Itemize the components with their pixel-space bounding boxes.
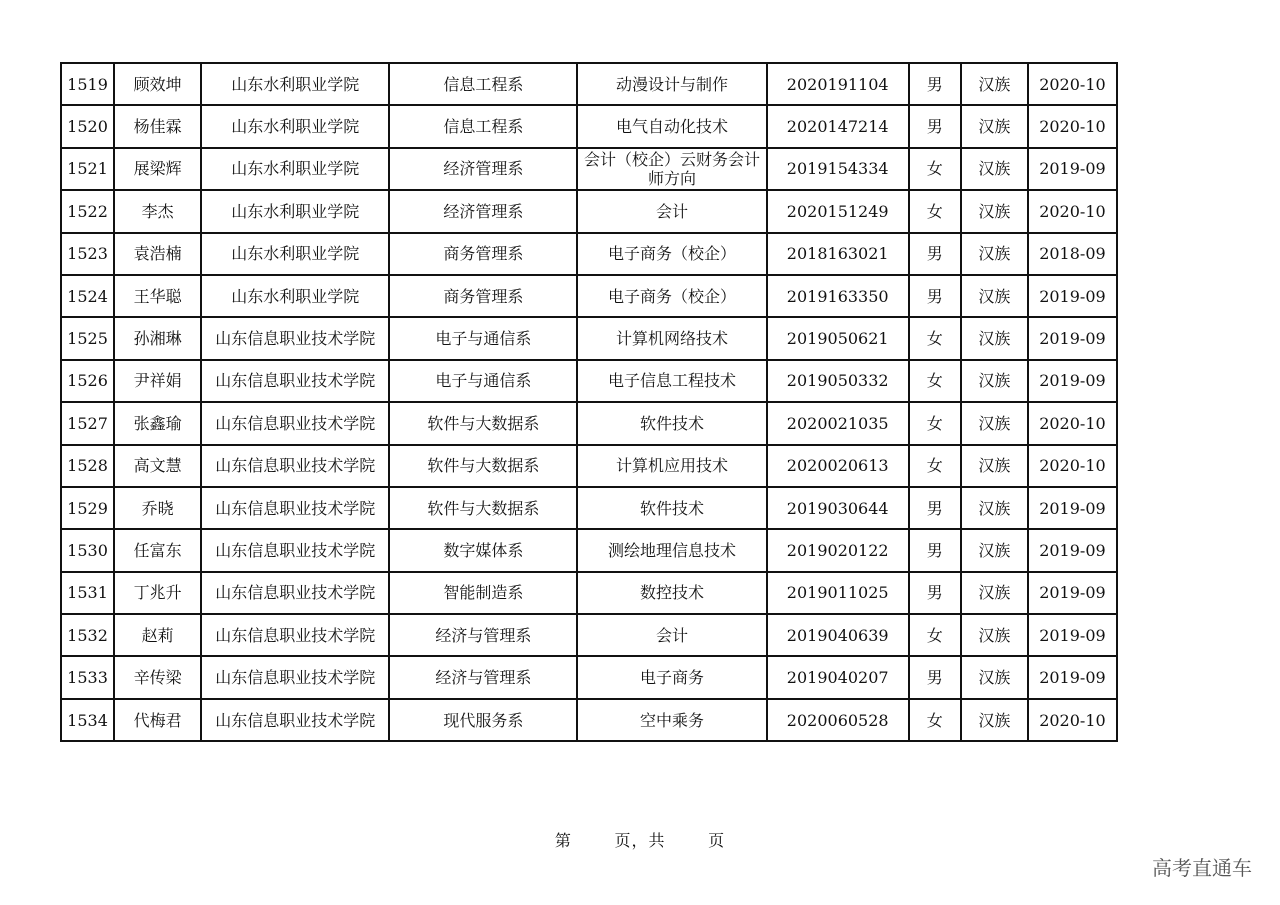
cell-ethnicity: 汉族 — [961, 190, 1028, 232]
table-row — [61, 402, 1117, 444]
cell-major: 电子信息工程技术 — [577, 360, 766, 402]
cell-school: 山东信息职业技术学院 — [201, 699, 389, 741]
cell-gender: 男 — [909, 63, 961, 105]
table-row — [61, 614, 1117, 656]
cell-enrollment-date: 2020-10 — [1028, 402, 1117, 444]
cell-number: 1526 — [61, 360, 114, 402]
cell-ethnicity: 汉族 — [961, 572, 1028, 614]
cell-school: 山东信息职业技术学院 — [201, 614, 389, 656]
page-label-left: 第 — [554, 831, 572, 850]
cell-ethnicity: 汉族 — [961, 445, 1028, 487]
cell-student-id: 2020021035 — [767, 402, 909, 444]
cell-department: 现代服务系 — [389, 699, 577, 741]
cell-ethnicity: 汉族 — [961, 487, 1028, 529]
cell-ethnicity: 汉族 — [961, 360, 1028, 402]
cell-student-id: 2019011025 — [767, 572, 909, 614]
cell-gender: 男 — [909, 233, 961, 275]
cell-department: 经济管理系 — [389, 190, 577, 232]
cell-school: 山东信息职业技术学院 — [201, 317, 389, 359]
table-row — [61, 445, 1117, 487]
cell-student-id: 2019040639 — [767, 614, 909, 656]
cell-major: 电子商务 — [577, 656, 766, 698]
cell-name: 乔晓 — [114, 487, 201, 529]
cell-enrollment-date: 2019-09 — [1028, 487, 1117, 529]
cell-school: 山东水利职业学院 — [201, 63, 389, 105]
cell-gender: 女 — [909, 148, 961, 190]
cell-name: 赵莉 — [114, 614, 201, 656]
cell-school: 山东信息职业技术学院 — [201, 445, 389, 487]
table-row — [61, 148, 1117, 190]
cell-department: 智能制造系 — [389, 572, 577, 614]
cell-name: 尹祥娟 — [114, 360, 201, 402]
table-row — [61, 656, 1117, 698]
cell-major: 电子商务（校企） — [577, 275, 766, 317]
cell-enrollment-date: 2020-10 — [1028, 445, 1117, 487]
cell-department: 经济管理系 — [389, 148, 577, 190]
cell-number: 1534 — [61, 699, 114, 741]
cell-enrollment-date: 2020-10 — [1028, 699, 1117, 741]
cell-ethnicity: 汉族 — [961, 699, 1028, 741]
cell-name: 顾效坤 — [114, 63, 201, 105]
table-row — [61, 360, 1117, 402]
cell-department: 软件与大数据系 — [389, 487, 577, 529]
cell-ethnicity: 汉族 — [961, 656, 1028, 698]
cell-school: 山东水利职业学院 — [201, 190, 389, 232]
cell-ethnicity: 汉族 — [961, 529, 1028, 571]
cell-gender: 男 — [909, 275, 961, 317]
cell-number: 1528 — [61, 445, 114, 487]
cell-enrollment-date: 2019-09 — [1028, 360, 1117, 402]
table-row — [61, 487, 1117, 529]
cell-number: 1530 — [61, 529, 114, 571]
cell-department: 软件与大数据系 — [389, 445, 577, 487]
cell-enrollment-date: 2020-10 — [1028, 105, 1117, 147]
cell-gender: 女 — [909, 360, 961, 402]
cell-school: 山东水利职业学院 — [201, 148, 389, 190]
cell-major: 电气自动化技术 — [577, 105, 766, 147]
cell-gender: 女 — [909, 699, 961, 741]
cell-enrollment-date: 2019-09 — [1028, 317, 1117, 359]
page-label-mid: 页，共 — [614, 831, 666, 850]
cell-school: 山东信息职业技术学院 — [201, 656, 389, 698]
cell-department: 信息工程系 — [389, 63, 577, 105]
cell-major: 空中乘务 — [577, 699, 766, 741]
cell-name: 孙湘琳 — [114, 317, 201, 359]
cell-student-id: 2019020122 — [767, 529, 909, 571]
cell-department: 数字媒体系 — [389, 529, 577, 571]
cell-school: 山东信息职业技术学院 — [201, 487, 389, 529]
cell-student-id: 2020020613 — [767, 445, 909, 487]
cell-number: 1519 — [61, 63, 114, 105]
cell-school: 山东信息职业技术学院 — [201, 360, 389, 402]
cell-enrollment-date: 2020-10 — [1028, 190, 1117, 232]
cell-enrollment-date: 2019-09 — [1028, 275, 1117, 317]
cell-name: 展梁辉 — [114, 148, 201, 190]
cell-department: 软件与大数据系 — [389, 402, 577, 444]
cell-number: 1529 — [61, 487, 114, 529]
cell-student-id: 2019050332 — [767, 360, 909, 402]
cell-gender: 男 — [909, 487, 961, 529]
cell-number: 1533 — [61, 656, 114, 698]
cell-department: 商务管理系 — [389, 233, 577, 275]
cell-student-id: 2019050621 — [767, 317, 909, 359]
cell-number: 1532 — [61, 614, 114, 656]
cell-school: 山东信息职业技术学院 — [201, 572, 389, 614]
cell-major: 电子商务（校企） — [577, 233, 766, 275]
cell-enrollment-date: 2020-10 — [1028, 63, 1117, 105]
cell-ethnicity: 汉族 — [961, 105, 1028, 147]
cell-major: 软件技术 — [577, 487, 766, 529]
cell-name: 任富东 — [114, 529, 201, 571]
cell-number: 1521 — [61, 148, 114, 190]
cell-name: 袁浩楠 — [114, 233, 201, 275]
cell-enrollment-date: 2019-09 — [1028, 614, 1117, 656]
cell-major: 测绘地理信息技术 — [577, 529, 766, 571]
cell-name: 代梅君 — [114, 699, 201, 741]
table-row — [61, 317, 1117, 359]
page-label-right: 页 — [708, 831, 726, 850]
cell-department: 信息工程系 — [389, 105, 577, 147]
cell-major: 计算机网络技术 — [577, 317, 766, 359]
cell-gender: 男 — [909, 105, 961, 147]
cell-gender: 女 — [909, 317, 961, 359]
cell-department: 经济与管理系 — [389, 656, 577, 698]
table-row — [61, 529, 1117, 571]
cell-gender: 女 — [909, 190, 961, 232]
table-body — [61, 63, 1117, 741]
cell-gender: 女 — [909, 614, 961, 656]
cell-gender: 男 — [909, 656, 961, 698]
cell-student-id: 2020147214 — [767, 105, 909, 147]
table-row — [61, 275, 1117, 317]
cell-department: 经济与管理系 — [389, 614, 577, 656]
cell-student-id: 2019040207 — [767, 656, 909, 698]
cell-school: 山东信息职业技术学院 — [201, 529, 389, 571]
cell-number: 1523 — [61, 233, 114, 275]
cell-major: 会计 — [577, 190, 766, 232]
cell-gender: 男 — [909, 572, 961, 614]
cell-student-id: 2019154334 — [767, 148, 909, 190]
table-row — [61, 233, 1117, 275]
cell-number: 1524 — [61, 275, 114, 317]
cell-school: 山东水利职业学院 — [201, 233, 389, 275]
cell-student-id: 2018163021 — [767, 233, 909, 275]
cell-major: 计算机应用技术 — [577, 445, 766, 487]
cell-name: 杨佳霖 — [114, 105, 201, 147]
cell-student-id: 2020060528 — [767, 699, 909, 741]
cell-name: 丁兆升 — [114, 572, 201, 614]
cell-major: 会计（校企）云财务会计师方向 — [577, 148, 766, 190]
watermark-text: 高考直通车 — [1152, 856, 1252, 880]
table-row — [61, 105, 1117, 147]
cell-number: 1525 — [61, 317, 114, 359]
cell-enrollment-date: 2019-09 — [1028, 529, 1117, 571]
page-footer — [0, 828, 1280, 851]
cell-name: 辛传梁 — [114, 656, 201, 698]
cell-department: 电子与通信系 — [389, 317, 577, 359]
cell-enrollment-date: 2019-09 — [1028, 148, 1117, 190]
cell-name: 张鑫瑜 — [114, 402, 201, 444]
cell-ethnicity: 汉族 — [961, 275, 1028, 317]
cell-major: 会计 — [577, 614, 766, 656]
cell-number: 1531 — [61, 572, 114, 614]
cell-major: 软件技术 — [577, 402, 766, 444]
cell-name: 王华聪 — [114, 275, 201, 317]
cell-gender: 男 — [909, 529, 961, 571]
cell-number: 1527 — [61, 402, 114, 444]
cell-name: 李杰 — [114, 190, 201, 232]
cell-enrollment-date: 2019-09 — [1028, 572, 1117, 614]
cell-student-id: 2020191104 — [767, 63, 909, 105]
cell-school: 山东水利职业学院 — [201, 105, 389, 147]
cell-school: 山东信息职业技术学院 — [201, 402, 389, 444]
student-list-table — [60, 62, 1118, 742]
cell-major: 数控技术 — [577, 572, 766, 614]
cell-ethnicity: 汉族 — [961, 233, 1028, 275]
cell-enrollment-date: 2019-09 — [1028, 656, 1117, 698]
cell-department: 电子与通信系 — [389, 360, 577, 402]
cell-student-id: 2020151249 — [767, 190, 909, 232]
table-row — [61, 572, 1117, 614]
table-row — [61, 699, 1117, 741]
cell-name: 高文慧 — [114, 445, 201, 487]
cell-ethnicity: 汉族 — [961, 63, 1028, 105]
cell-student-id: 2019030644 — [767, 487, 909, 529]
cell-ethnicity: 汉族 — [961, 148, 1028, 190]
table-row — [61, 63, 1117, 105]
cell-ethnicity: 汉族 — [961, 317, 1028, 359]
cell-major: 动漫设计与制作 — [577, 63, 766, 105]
cell-number: 1520 — [61, 105, 114, 147]
cell-gender: 女 — [909, 402, 961, 444]
cell-enrollment-date: 2018-09 — [1028, 233, 1117, 275]
cell-student-id: 2019163350 — [767, 275, 909, 317]
table-row — [61, 190, 1117, 232]
cell-school: 山东水利职业学院 — [201, 275, 389, 317]
cell-ethnicity: 汉族 — [961, 614, 1028, 656]
cell-number: 1522 — [61, 190, 114, 232]
cell-ethnicity: 汉族 — [961, 402, 1028, 444]
cell-gender: 女 — [909, 445, 961, 487]
cell-department: 商务管理系 — [389, 275, 577, 317]
